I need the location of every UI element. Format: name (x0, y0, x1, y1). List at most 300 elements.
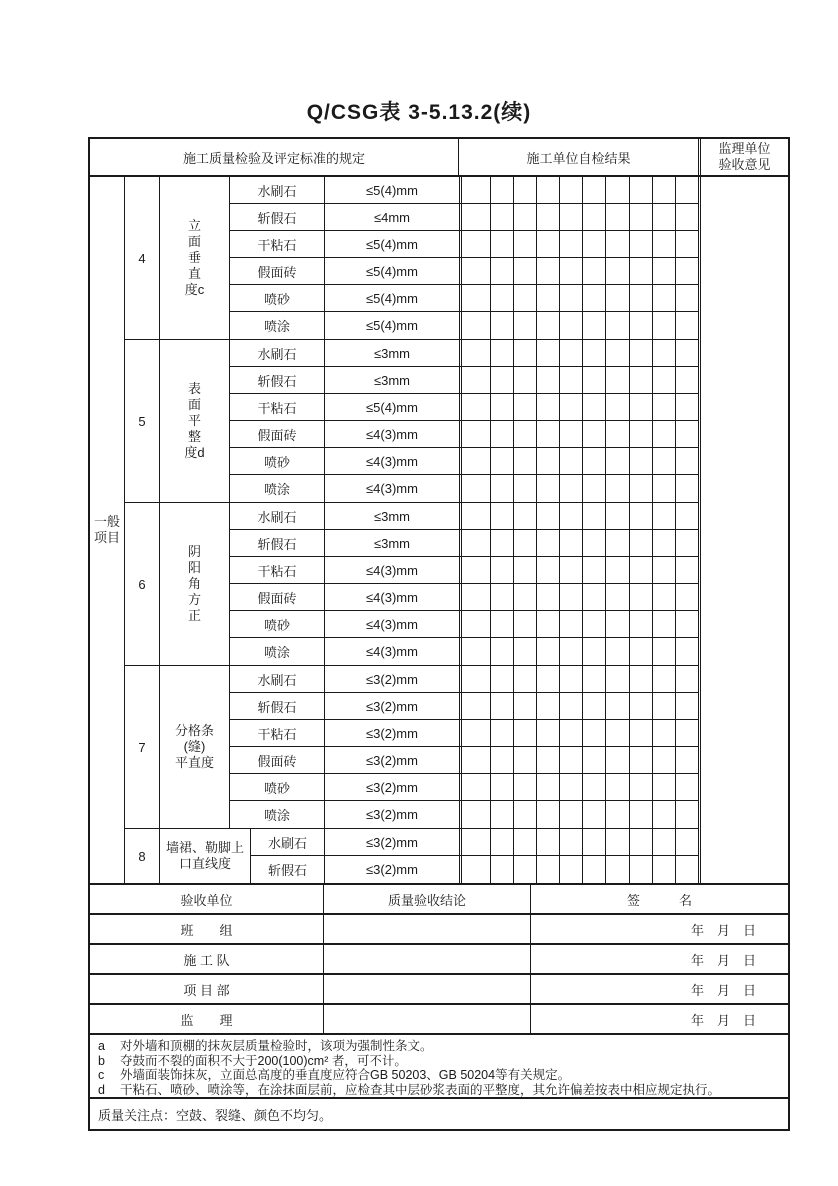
self-check-cell (462, 448, 491, 474)
self-check-cell (462, 394, 491, 420)
self-check-cells (459, 258, 698, 284)
self-check-cell (560, 747, 583, 773)
self-check-cell (537, 421, 560, 447)
self-check-cell (630, 611, 653, 637)
self-check-cell (514, 584, 537, 610)
self-check-cell (676, 340, 698, 366)
self-check-cell (630, 666, 653, 692)
note-key: c (98, 1068, 105, 1082)
self-check-cell (676, 421, 698, 447)
self-check-cell (491, 693, 514, 719)
self-check-cell (491, 312, 514, 339)
self-check-cell (583, 611, 606, 637)
self-check-cell (491, 829, 514, 855)
self-check-cell (583, 177, 606, 203)
tolerance-value: ≤5(4)mm (366, 399, 418, 415)
tolerance-value: ≤5(4)mm (366, 182, 418, 198)
note-text: 对外墙和顶棚的抹灰层质量检验时，该项为强制性条文。 (120, 1039, 433, 1053)
self-check-cell (583, 312, 606, 339)
self-check-cell (560, 666, 583, 692)
self-check-cell (630, 231, 653, 257)
tolerance-value: ≤4(3)mm (366, 562, 418, 578)
self-check-cell (514, 367, 537, 393)
category-line: 阳 (187, 560, 201, 575)
self-check-cell (606, 367, 629, 393)
self-check-cell (653, 258, 676, 284)
self-check-cell (514, 856, 537, 883)
self-check-cell (514, 747, 537, 773)
category-line: 整 (187, 429, 201, 444)
category-line: 面 (187, 234, 201, 249)
self-check-cell (491, 177, 514, 203)
self-check-cell (560, 312, 583, 339)
self-check-cells (459, 421, 698, 447)
self-check-cell (653, 231, 676, 257)
self-check-cell (514, 720, 537, 746)
self-check-cell (606, 611, 629, 637)
self-check-cell (560, 340, 583, 366)
finish-type: 喷砂 (230, 774, 325, 800)
self-check-cells (459, 856, 698, 883)
signature-unit: 监 理 (90, 1005, 324, 1033)
self-check-cell (462, 638, 491, 665)
self-check-cell (560, 177, 583, 203)
self-check-cell (630, 584, 653, 610)
self-check-cell (491, 747, 514, 773)
self-check-cell (653, 421, 676, 447)
self-check-cell (462, 693, 491, 719)
self-check-cell (630, 856, 653, 883)
finish-type: 斩假石 (230, 530, 325, 556)
header-supervisor (698, 139, 788, 175)
self-check-cell (653, 394, 676, 420)
finish-type: 假面砖 (230, 258, 325, 284)
self-check-cell (676, 530, 698, 556)
self-check-cell (676, 475, 698, 502)
finish-type: 斩假石 (230, 204, 325, 230)
supervisor-opinion-cell (698, 177, 788, 883)
self-check-cell (537, 312, 560, 339)
self-check-cell (653, 801, 676, 828)
self-check-cell (537, 638, 560, 665)
item-group-8 (125, 829, 698, 883)
self-check-cell (606, 856, 629, 883)
tolerance-value: ≤3mm (373, 345, 411, 361)
self-check-cells (459, 829, 698, 855)
standards-block (90, 177, 788, 885)
self-check-cell (462, 285, 491, 311)
finish-type: 喷砂 (230, 285, 325, 311)
self-check-cell (630, 693, 653, 719)
standard-row (230, 312, 698, 339)
self-check-cell (583, 584, 606, 610)
self-check-cell (606, 340, 629, 366)
self-check-cell (462, 204, 491, 230)
finish-type: 假面砖 (230, 421, 325, 447)
self-check-cell (676, 367, 698, 393)
tolerance-value: ≤3mm (373, 535, 411, 551)
self-check-cell (537, 557, 560, 583)
category-line: 角 (187, 576, 201, 591)
self-check-cell (491, 611, 514, 637)
self-check-cell (462, 177, 491, 203)
self-check-cell (514, 557, 537, 583)
self-check-cell (583, 638, 606, 665)
self-check-cell (514, 666, 537, 692)
tolerance-value: ≤4(3)mm (366, 644, 418, 659)
date-cell: 年 月 日 (690, 982, 756, 998)
self-check-cell (630, 177, 653, 203)
self-check-cell (630, 285, 653, 311)
self-check-cell (583, 801, 606, 828)
self-check-cell (462, 258, 491, 284)
item-group-6 (125, 503, 698, 666)
self-check-cell (491, 720, 514, 746)
self-check-cells (459, 584, 698, 610)
page-title: Q/CSG表 3-5.13.2(续) (306, 101, 532, 124)
standard-rows (230, 666, 698, 828)
category-line: 墙裙、勒脚上 (165, 840, 244, 855)
finish-type: 干粘石 (230, 557, 325, 583)
self-check-cell (560, 394, 583, 420)
self-check-cell (514, 774, 537, 800)
quality-note: 质量关注点：空鼓、裂缝、颜色不均匀。 (98, 1107, 333, 1123)
finish-type: 斩假石 (230, 693, 325, 719)
self-check-cell (491, 856, 514, 883)
self-check-cell (514, 177, 537, 203)
self-check-cell (560, 693, 583, 719)
category-line: 口直线度 (178, 856, 231, 871)
category-label (160, 829, 251, 883)
self-check-cell (676, 829, 698, 855)
self-check-cell (514, 394, 537, 420)
self-check-cell (653, 666, 676, 692)
self-check-cell (583, 340, 606, 366)
self-check-cell (606, 448, 629, 474)
self-check-cell (676, 231, 698, 257)
self-check-cell (560, 530, 583, 556)
standard-row (230, 394, 698, 421)
self-check-cell (583, 367, 606, 393)
self-check-cell (630, 340, 653, 366)
table-header-row (90, 139, 788, 177)
self-check-cell (514, 801, 537, 828)
row-number: 4 (125, 177, 160, 339)
standard-rows (230, 503, 698, 665)
standard-row (230, 638, 698, 665)
self-check-cell (583, 204, 606, 230)
self-check-cells (459, 611, 698, 637)
note-text: 干粘石、喷砂、喷涂等，在涂抹面层前，应检查其中层砂浆表面的平整度，其允许偏差按表中相应规定执行。 (120, 1082, 721, 1097)
self-check-cell (653, 638, 676, 665)
self-check-cell (653, 312, 676, 339)
self-check-cell (560, 421, 583, 447)
self-check-cell (560, 611, 583, 637)
self-check-cell (537, 340, 560, 366)
finish-type: 干粘石 (230, 231, 325, 257)
self-check-cells (459, 503, 698, 529)
self-check-cell (606, 258, 629, 284)
self-check-cell (606, 177, 629, 203)
finish-type: 喷涂 (230, 312, 325, 339)
standard-row (230, 204, 698, 231)
tolerance-value: ≤3mm (373, 372, 411, 388)
self-check-cell (491, 475, 514, 502)
self-check-cell (462, 557, 491, 583)
self-check-cell (491, 584, 514, 610)
self-check-cell (514, 829, 537, 855)
self-check-cell (653, 693, 676, 719)
category-line: 直 (187, 266, 201, 281)
self-check-cell (560, 367, 583, 393)
signature-unit: 项 目 部 (90, 975, 324, 1003)
signature-header-row (90, 885, 788, 915)
self-check-cell (491, 258, 514, 284)
self-check-cell (514, 693, 537, 719)
signature-header-sign: 签 名 (626, 892, 692, 908)
self-check-cell (653, 448, 676, 474)
self-check-cells (459, 801, 698, 828)
signature-row (90, 915, 788, 945)
note-line (98, 1068, 782, 1083)
finish-type: 水刷石 (230, 177, 325, 203)
self-check-cell (583, 394, 606, 420)
tolerance-value: ≤3(2)mm (366, 752, 418, 768)
self-check-cell (462, 666, 491, 692)
tolerance-value: ≤3(2)mm (366, 671, 418, 687)
self-check-cell (583, 285, 606, 311)
self-check-cell (514, 312, 537, 339)
self-check-cell (676, 177, 698, 203)
self-check-cell (653, 774, 676, 800)
standard-row (230, 367, 698, 394)
category-line: 度c (184, 282, 205, 297)
standard-row (230, 231, 698, 258)
self-check-cells (459, 312, 698, 339)
conclusion-cell (324, 975, 531, 1003)
self-check-cells (459, 747, 698, 773)
self-check-cells (459, 448, 698, 474)
self-check-cell (491, 231, 514, 257)
conclusion-cell (324, 945, 531, 973)
self-check-cell (514, 611, 537, 637)
self-check-cells (459, 285, 698, 311)
self-check-cell (491, 421, 514, 447)
self-check-cell (514, 340, 537, 366)
self-check-cells (459, 666, 698, 692)
note-key: a (98, 1039, 105, 1053)
self-check-cell (462, 367, 491, 393)
self-check-cell (462, 340, 491, 366)
self-check-cell (630, 204, 653, 230)
self-check-cell (583, 557, 606, 583)
self-check-cell (676, 312, 698, 339)
self-check-cell (537, 584, 560, 610)
self-check-cell (676, 801, 698, 828)
self-check-cell (537, 503, 560, 529)
section-label-cell (90, 177, 125, 883)
tolerance-value: ≤4(3)mm (366, 616, 418, 632)
self-check-cell (653, 856, 676, 883)
category-label (160, 340, 230, 502)
standard-row (230, 693, 698, 720)
self-check-cell (606, 774, 629, 800)
self-check-cell (630, 367, 653, 393)
category-line: 平 (187, 413, 201, 428)
self-check-cell (630, 747, 653, 773)
self-check-cell (560, 720, 583, 746)
self-check-cell (462, 856, 491, 883)
self-check-cell (606, 557, 629, 583)
standard-row (230, 285, 698, 312)
finish-type: 斩假石 (251, 856, 325, 883)
self-check-cell (583, 774, 606, 800)
tolerance-value: ≤5(4)mm (366, 290, 418, 306)
header-supervisor-line2: 验收意见 (718, 157, 771, 172)
self-check-cells (459, 177, 698, 203)
self-check-cell (583, 666, 606, 692)
finish-type: 斩假石 (230, 367, 325, 393)
self-check-cell (537, 530, 560, 556)
footnotes (90, 1035, 788, 1099)
self-check-cell (676, 774, 698, 800)
finish-type: 喷涂 (230, 801, 325, 828)
row-number: 7 (125, 666, 160, 828)
self-check-cell (514, 285, 537, 311)
self-check-cell (676, 638, 698, 665)
self-check-cell (583, 829, 606, 855)
self-check-cell (630, 312, 653, 339)
finish-type: 假面砖 (230, 747, 325, 773)
tolerance-value: ≤3(2)mm (366, 725, 418, 741)
category-label (160, 666, 230, 828)
self-check-cell (606, 829, 629, 855)
self-check-cell (583, 747, 606, 773)
finish-type: 喷砂 (230, 611, 325, 637)
signature-rows (90, 915, 788, 1035)
standard-rows (230, 177, 698, 339)
self-check-cell (630, 258, 653, 284)
self-check-cell (560, 285, 583, 311)
category-line: 平直度 (174, 755, 214, 770)
note-text: 外墙面装饰抹灰，立面总高度的垂直度应符合GB 50203、GB 50204等有关规定。 (120, 1068, 571, 1082)
self-check-cell (676, 720, 698, 746)
self-check-cell (491, 448, 514, 474)
self-check-cell (653, 557, 676, 583)
finish-type: 干粘石 (230, 394, 325, 420)
self-check-cell (630, 720, 653, 746)
self-check-cell (514, 503, 537, 529)
self-check-cell (653, 720, 676, 746)
standard-row (230, 530, 698, 557)
self-check-cells (459, 231, 698, 257)
tolerance-value: ≤3(2)mm (366, 698, 418, 714)
standard-row (230, 584, 698, 611)
category-line: 表 (187, 381, 201, 396)
self-check-cell (537, 448, 560, 474)
self-check-cell (537, 231, 560, 257)
self-check-cell (462, 747, 491, 773)
self-check-cell (491, 204, 514, 230)
self-check-cell (560, 204, 583, 230)
signature-header-unit: 验收单位 (90, 885, 324, 913)
self-check-cell (491, 340, 514, 366)
self-check-cell (491, 557, 514, 583)
category-line: 度d (184, 445, 205, 460)
note-key: d (98, 1082, 105, 1097)
note-line (98, 1054, 782, 1069)
self-check-cell (537, 693, 560, 719)
self-check-cell (583, 421, 606, 447)
self-check-cell (606, 693, 629, 719)
self-check-cell (560, 638, 583, 665)
self-check-cell (583, 475, 606, 502)
section-label: 一般项目 (93, 514, 120, 545)
finish-type: 水刷石 (230, 666, 325, 692)
self-check-cell (491, 285, 514, 311)
self-check-cell (583, 503, 606, 529)
row-number: 5 (125, 340, 160, 502)
category-line: 立 (187, 218, 201, 233)
item-group-4 (125, 177, 698, 340)
self-check-cell (514, 204, 537, 230)
self-check-cell (462, 829, 491, 855)
signature-unit: 施 工 队 (90, 945, 324, 973)
self-check-cell (537, 774, 560, 800)
self-check-cell (630, 774, 653, 800)
category-line: 方 (187, 592, 201, 607)
self-check-cell (560, 801, 583, 828)
item-group-5 (125, 340, 698, 503)
self-check-cell (491, 666, 514, 692)
standard-row (230, 340, 698, 367)
self-check-cell (560, 774, 583, 800)
self-check-cell (514, 638, 537, 665)
self-check-cell (537, 747, 560, 773)
self-check-cell (630, 530, 653, 556)
tolerance-value: ≤4(3)mm (366, 481, 418, 496)
standard-row (251, 829, 698, 856)
self-check-cell (606, 747, 629, 773)
self-check-cell (537, 856, 560, 883)
self-check-cell (630, 801, 653, 828)
date-cell: 年 月 日 (690, 1012, 756, 1028)
self-check-cell (606, 231, 629, 257)
self-check-cells (459, 204, 698, 230)
standard-row (230, 448, 698, 475)
self-check-cell (537, 611, 560, 637)
self-check-cell (462, 720, 491, 746)
self-check-cell (514, 530, 537, 556)
self-check-cell (514, 475, 537, 502)
note-line (98, 1039, 782, 1054)
category-line: 分格条 (174, 723, 214, 738)
self-check-cell (514, 448, 537, 474)
finish-type: 喷涂 (230, 638, 325, 665)
signature-row (90, 1005, 788, 1035)
tolerance-value: ≤5(4)mm (366, 236, 418, 252)
self-check-cell (537, 258, 560, 284)
self-check-cell (462, 503, 491, 529)
self-check-cells (459, 774, 698, 800)
self-check-cell (630, 448, 653, 474)
self-check-cell (462, 584, 491, 610)
self-check-cell (653, 747, 676, 773)
self-check-cells (459, 367, 698, 393)
self-check-cell (560, 475, 583, 502)
standard-row (230, 557, 698, 584)
self-check-cell (583, 448, 606, 474)
